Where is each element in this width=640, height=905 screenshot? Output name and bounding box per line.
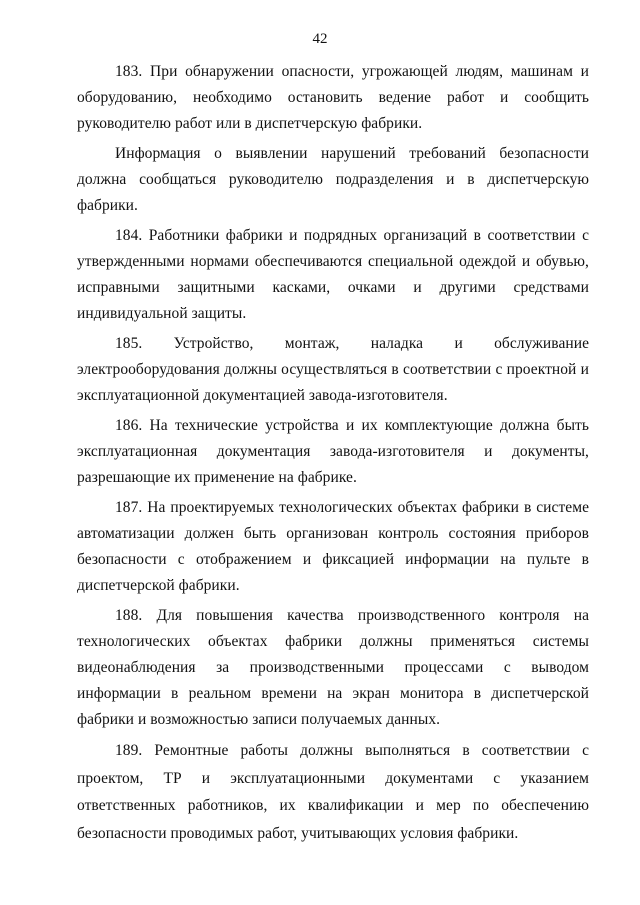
paragraph-184: 184. Работники фабрики и подрядных организаций в соответствии с утвержденными нормами обеспечиваются специальной одеждой и обувью, исправными защитными касками, очками и другими средствами индивидуальной защиты. [77, 227, 589, 322]
paragraph-187: 187. На проектируемых технологических объектах фабрики в системе автоматизации должен быть организован контроль состояния приборов безопасности с отображением и фиксацией информации на пульте в диспетчерской фабрики. [77, 499, 589, 594]
paragraph-183: 183. При обнаружении опасности, угрожающей людям, машинам и оборудованию, необходимо остановить ведение работ и сообщить руководителю работ или в диспетчерскую фабрики. [77, 63, 589, 132]
paragraph-185: 185. Устройство, монтаж, наладка и обслуживание электрооборудования должны осуществляться в соответствии с проектной и эксплуатационной документацией завода-изготовителя. [77, 335, 589, 404]
paragraph-188: 188. Для повышения качества производственного контроля на технологических объектах фабрики должны применяться системы видеонаблюдения за производственными процессами с выводом информации в реальном времени на экран монитора в диспетчерской фабрики и возможностью записи получаемых данных. [77, 607, 589, 728]
document-body [77, 59, 589, 851]
paragraph-186: 186. На технические устройства и их комплектующие должна быть эксплуатационная документация завода-изготовителя и документы, разрешающие их применение на фабрике. [77, 417, 589, 486]
paragraph-189: 189. Ремонтные работы должны выполняться в соответствии с проектом, ТР и эксплуатационными документами с указанием ответственных работников, их квалификации и мер по обеспечению безопасности проводимых работ, учитывающих условия фабрики. [77, 742, 589, 842]
page-number: 42 [312, 31, 328, 47]
paragraph-info: Информация о выявлении нарушений требований безопасности должна сообщаться руководителю подразделения и в диспетчерскую фабрики. [77, 145, 589, 214]
